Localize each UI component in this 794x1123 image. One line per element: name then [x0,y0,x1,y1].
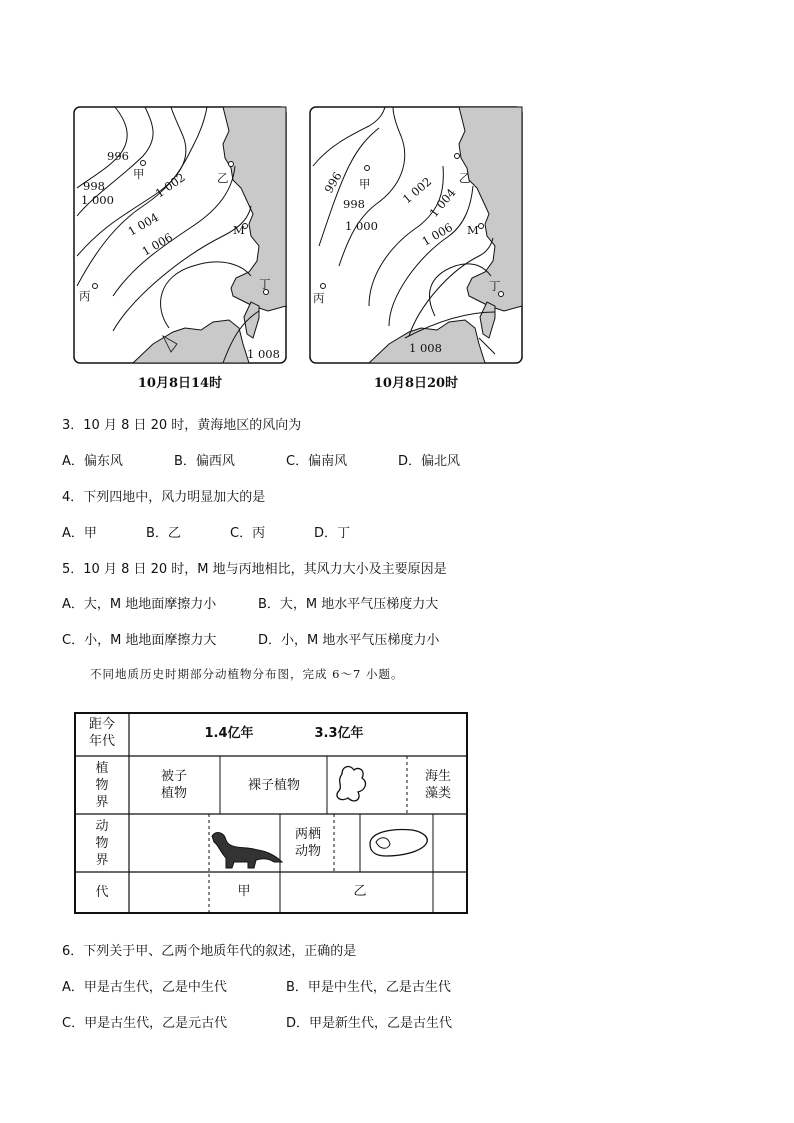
isobar-label-1000: 1 000 [345,219,378,233]
isobar-label-996: 996 [107,149,129,163]
map-caption-14h: 10月8日14时 [137,376,223,391]
time-label-1: 1.4亿年 [204,726,254,741]
question-5-option-b[interactable]: B．大，M 地水平气压梯度力大 [258,597,439,612]
question-3-option-b[interactable]: B．偏西风 [174,454,235,469]
geologic-table [74,712,468,914]
place-label-jia: 甲 [133,167,145,181]
time-label-2: 3.3亿年 [314,726,364,741]
row-header-era: 代 [95,885,109,900]
isobar-label-996: 996 [321,169,345,196]
question-4-option-a[interactable]: A．甲 [62,526,97,541]
question-6-option-d[interactable]: D．甲是新生代，乙是古生代 [286,1016,453,1031]
isobar-label-1008: 1 008 [247,347,280,361]
question-5-option-d[interactable]: D．小，M 地水平气压梯度力小 [258,633,440,648]
place-label-m: M [467,223,479,237]
era-jia: 甲 [237,884,251,899]
map-caption-20h: 10月8日20时 [373,376,459,391]
row-header-time: 距今 年代 [88,717,115,749]
question-3-option-d[interactable]: D．偏北风 [398,454,461,469]
isobar-map-svg [73,106,287,364]
row-header-animal: 动 物 界 [95,819,109,868]
place-label-yi: 乙 [459,171,471,185]
place-label-m: M [233,223,245,237]
isobar-label-1004: 1 004 [426,185,459,220]
question-4-option-b[interactable]: B．乙 [146,526,181,541]
place-label-jia: 甲 [359,177,371,191]
plant-marine-algae: 海生 藻类 [424,769,451,801]
place-label-bing: 丙 [79,289,91,303]
question-3-option-c[interactable]: C．偏南风 [286,454,348,469]
question-3-option-a[interactable]: A．偏东风 [62,454,123,469]
question-4-option-c[interactable]: C．丙 [230,526,266,541]
place-label-bing: 丙 [313,291,325,305]
question-3-stem: 3．10 月 8 日 20 时，黄海地区的风向为 [62,418,302,433]
place-label-yi: 乙 [217,171,229,185]
isobar-label-1002: 1 002 [152,170,188,201]
isobar-label-998: 998 [343,197,365,211]
question-5-stem: 5．10 月 8 日 20 时，M 地与丙地相比，其风力大小及主要原因是 [62,562,447,577]
isobar-label-1002: 1 002 [399,174,435,207]
isobar-label-1008: 1 008 [409,341,442,355]
place-label-ding: 丁 [489,279,501,293]
animal-amphibian: 两栖 动物 [294,827,321,859]
question-5-option-a[interactable]: A．大，M 地地面摩擦力小 [62,597,217,612]
isobar-map-14h [73,106,287,364]
question-4-option-d[interactable]: D．丁 [314,526,351,541]
isobar-label-998: 998 [83,179,105,193]
question-6-stem: 6．下列关于甲、乙两个地质年代的叙述，正确的是 [62,944,357,959]
isobar-label-1004: 1 004 [125,210,162,239]
section-intro: 不同地质历史时期部分动植物分布图，完成 6～7 小题。 [90,667,404,681]
question-6-option-c[interactable]: C．甲是古生代，乙是元古代 [62,1016,228,1031]
isobar-label-1006: 1 006 [419,220,456,249]
question-5-option-c[interactable]: C．小，M 地地面摩擦力大 [62,633,217,648]
era-yi: 乙 [353,884,367,899]
plant-angiosperm: 被子 植物 [160,769,187,801]
row-header-plant: 植 物 界 [95,761,109,810]
isobar-map-20h [309,106,523,364]
question-6-option-a[interactable]: A．甲是古生代，乙是中生代 [62,980,227,995]
question-4-stem: 4．下列四地中，风力明显加大的是 [62,490,266,505]
isobar-map-svg [309,106,523,364]
isobar-label-1006: 1 006 [139,230,176,259]
place-label-ding: 丁 [259,277,271,291]
isobar-label-1000: 1 000 [81,193,114,207]
plant-gymnosperm: 裸子植物 [247,778,300,793]
question-6-option-b[interactable]: B．甲是中生代，乙是古生代 [286,980,451,995]
